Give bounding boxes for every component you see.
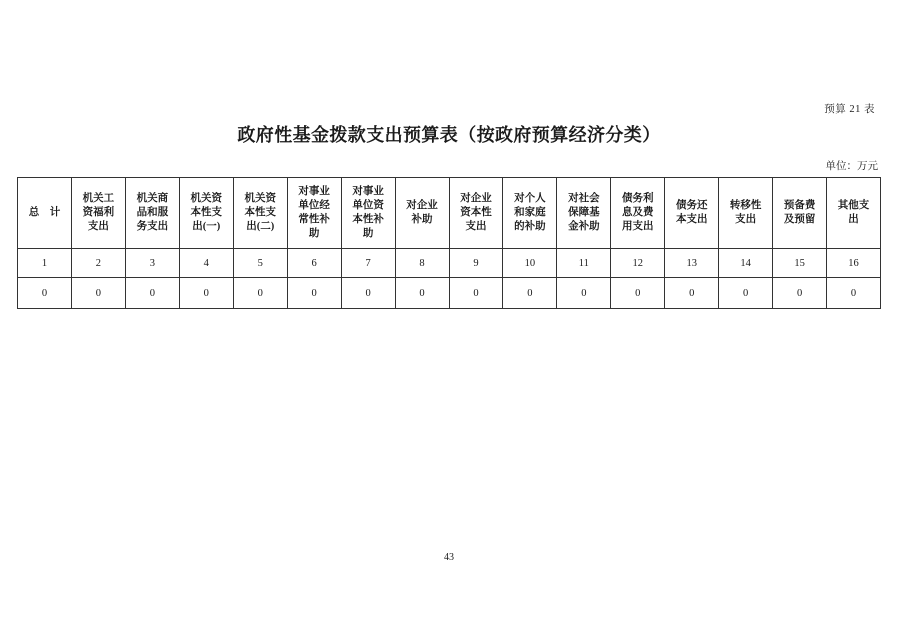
value-cell: 0 [125,278,179,309]
column-header: 债务还本支出 [665,178,719,249]
value-cell: 0 [503,278,557,309]
header-row [18,178,881,249]
column-header: 对社会保障基金补助 [557,178,611,249]
column-header: 机关资本性支出(二) [233,178,287,249]
column-header: 对个人和家庭的补助 [503,178,557,249]
column-number-cell: 2 [71,249,125,278]
unit-note: 单位：万元 [825,161,878,172]
column-header-total: 总 计 [18,178,72,249]
column-number-cell: 16 [827,249,881,278]
column-number-cell: 8 [395,249,449,278]
column-number-cell: 11 [557,249,611,278]
page-number: 43 [444,552,454,563]
column-number-cell: 10 [503,249,557,278]
column-number-cell: 7 [341,249,395,278]
column-header: 转移性支出 [719,178,773,249]
column-number-cell: 13 [665,249,719,278]
column-header: 机关资本性支出(一) [179,178,233,249]
column-header: 机关商品和服务支出 [125,178,179,249]
column-number-cell: 14 [719,249,773,278]
value-cell: 0 [719,278,773,309]
column-header: 对事业单位资本性补助 [341,178,395,249]
column-header: 对企业资本性支出 [449,178,503,249]
column-number-cell: 12 [611,249,665,278]
value-cell: 0 [827,278,881,309]
budget-table-header [18,178,881,249]
page-title: 政府性基金拨款支出预算表（按政府预算经济分类） [237,125,661,145]
column-number-cell: 15 [773,249,827,278]
value-cell: 0 [71,278,125,309]
value-cell: 0 [287,278,341,309]
column-number-cell: 5 [233,249,287,278]
value-cell: 0 [18,278,72,309]
value-cell: 0 [179,278,233,309]
column-number-cell: 4 [179,249,233,278]
column-header: 对企业补助 [395,178,449,249]
column-header: 机关工资福利支出 [71,178,125,249]
value-cell: 0 [773,278,827,309]
value-cell: 0 [341,278,395,309]
column-number-cell: 1 [18,249,72,278]
budget-table [17,177,881,309]
value-cell: 0 [449,278,503,309]
column-number-cell: 6 [287,249,341,278]
table-index-note: 预算 21 表 [824,104,875,115]
value-cell: 0 [233,278,287,309]
value-cell: 0 [611,278,665,309]
column-number-cell: 3 [125,249,179,278]
column-header: 债务利息及费用支出 [611,178,665,249]
value-cell: 0 [557,278,611,309]
column-number-row [18,249,881,278]
column-header: 预备费及预留 [773,178,827,249]
value-cell: 0 [665,278,719,309]
column-number-cell: 9 [449,249,503,278]
value-cell: 0 [395,278,449,309]
column-header: 其他支出 [827,178,881,249]
column-header: 对事业单位经常性补助 [287,178,341,249]
value-row [18,278,881,309]
